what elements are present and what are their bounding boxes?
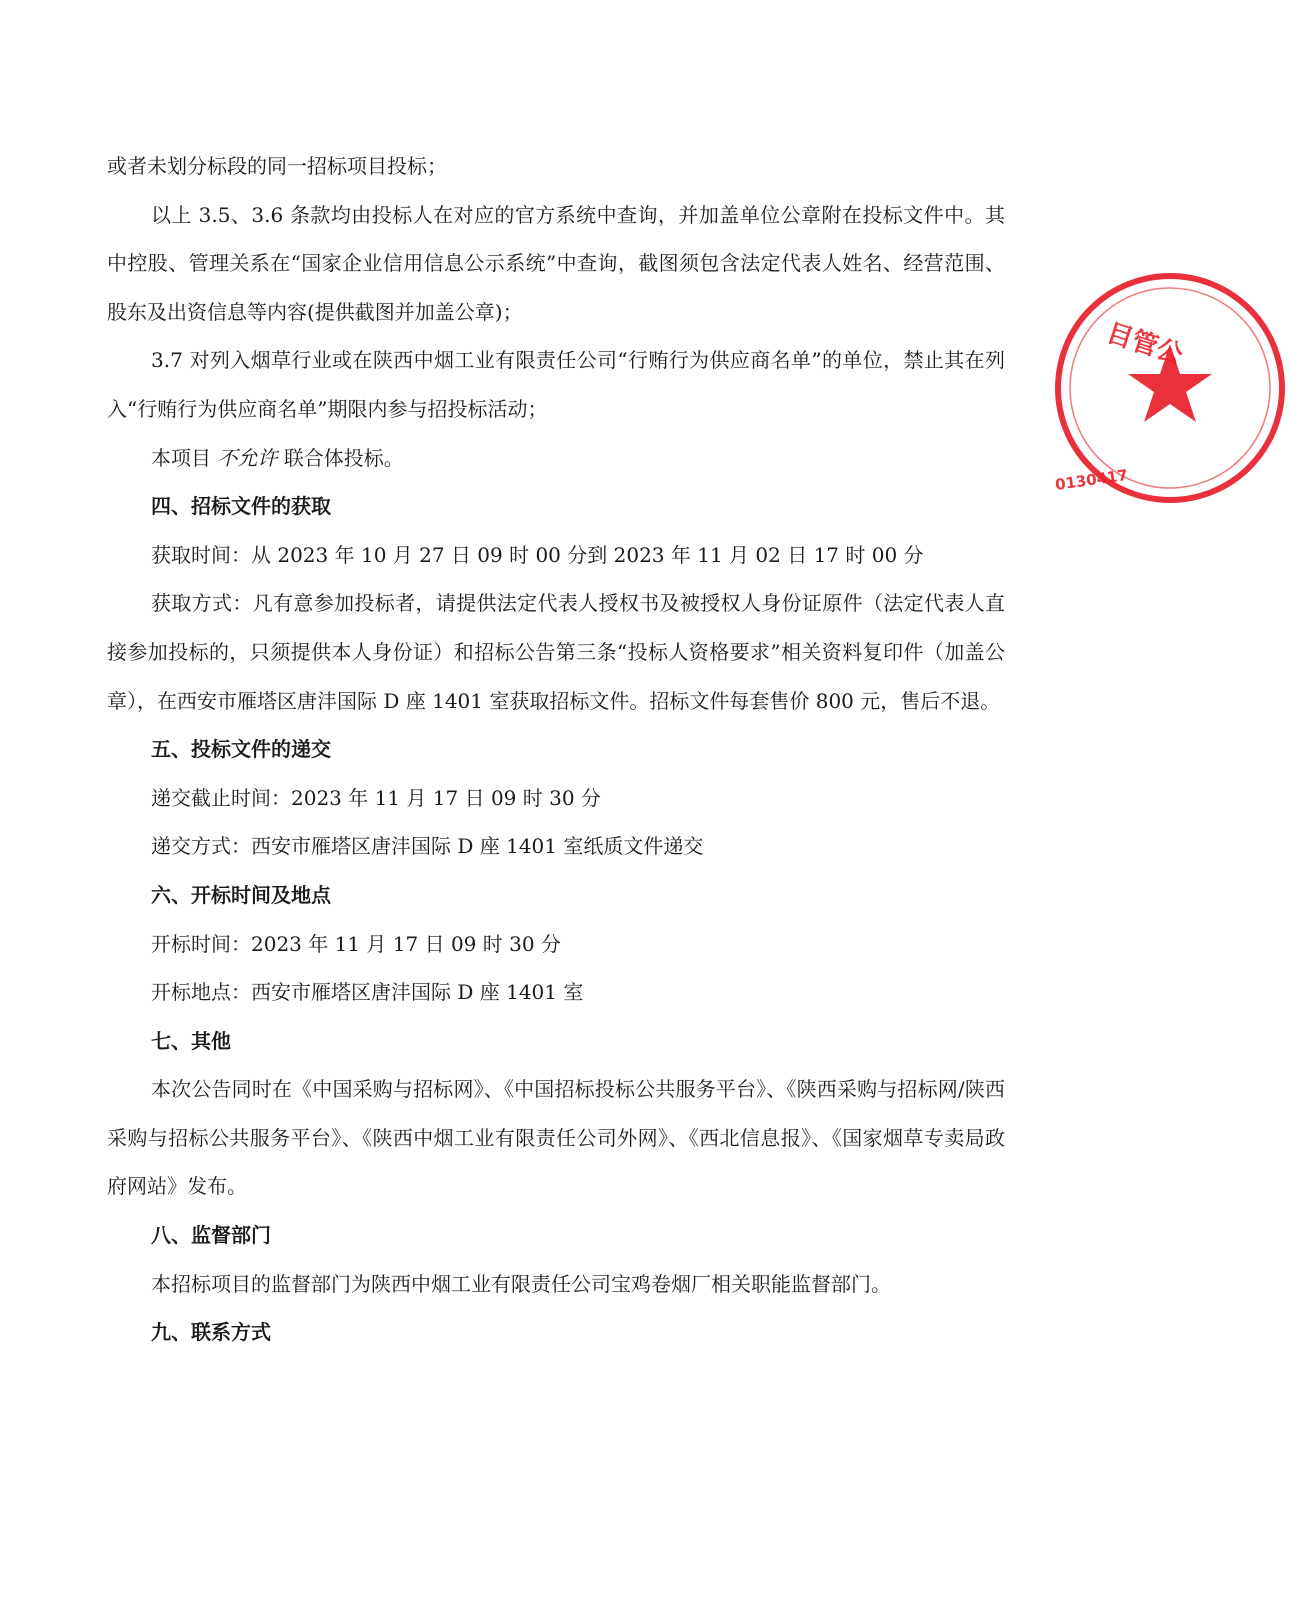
section-heading-opening: 六、开标时间及地点 <box>151 882 331 907</box>
paragraph-opening-location: 开标地点：西安市雁塔区唐沣国际 D 座 1401 室 <box>151 980 584 1005</box>
consortium-suffix: 联合体投标。 <box>277 445 404 470</box>
consortium-prefix: 本项目 <box>151 445 218 470</box>
paragraph-bribery-list: 3.7 对列入烟草行业或在陕西中烟工业有限责任公司“行贿行为供应商名单”的单位，禁止其在列入“行贿行为供应商名单”期限内参与招投标活动； <box>107 348 1005 421</box>
company-seal-stamp <box>1050 268 1187 508</box>
paragraph-submission-method: 递交方式：西安市雁塔区唐沣国际 D 座 1401 室纸质文件递交 <box>151 834 704 859</box>
section-heading-contact: 九、联系方式 <box>151 1320 271 1345</box>
paragraph-obtain-time: 获取时间：从 2023 年 10 月 27 日 09 时 00 分到 2023 年 11 月 02 日 17 时 00 分 <box>151 542 924 567</box>
paragraph-bid-section-end: 或者未划分标段的同一招标项目投标； <box>107 154 447 178</box>
paragraph-submission-deadline: 递交截止时间：2023 年 11 月 17 日 09 时 30 分 <box>151 785 601 810</box>
paragraph-supervision: 本招标项目的监督部门为陕西中烟工业有限责任公司宝鸡卷烟厂相关职能监督部门。 <box>151 1271 891 1296</box>
seal-graphic <box>1050 268 1290 508</box>
section-heading-supervision: 八、监督部门 <box>151 1223 271 1248</box>
section-heading-obtain-docs: 四、招标文件的获取 <box>151 494 331 519</box>
consortium-emphasis: 不允许 <box>217 445 278 470</box>
seal-number-text: 0130417 <box>1054 465 1129 494</box>
paragraph-obtain-method: 获取方式：凡有意参加投标者，请提供法定代表人授权书及被授权人身份证原件（法定代表人直接参加投标的，只须提供本人身份证）和招标公告第三条“投标人资格要求”相关资料复印件（加盖公章），在西安市雁塔区唐沣国际 D 座 1401 室获取招标文件。招标文件每套售价 800 元，售后不退。 <box>107 591 1005 713</box>
seal-top-text: 目管公 <box>1102 318 1187 371</box>
paragraph-consortium <box>107 434 1005 483</box>
paragraph-opening-time: 开标时间：2023 年 11 月 17 日 09 时 30 分 <box>151 931 561 956</box>
document-body <box>107 142 1005 1357</box>
paragraph-query-note: 以上 3.5、3.6 条款均由投标人在对应的官方系统中查询，并加盖单位公章附在投标文件中。其中控股、管理关系在“国家企业信用信息公示系统”中查询，截图须包含法定代表人姓名、经营范围、股东及出资信息等内容(提供截图并加盖公章)； <box>107 202 1005 324</box>
section-heading-other: 七、其他 <box>151 1028 231 1053</box>
paragraph-publication: 本次公告同时在《中国采购与招标网》、《中国招标投标公共服务平台》、《陕西采购与招标网/陕西采购与招标公共服务平台》、《陕西中烟工业有限责任公司外网》、《西北信息报》、《国家烟草专卖局政府网站》发布。 <box>107 1077 1005 1199</box>
section-heading-submission: 五、投标文件的递交 <box>151 737 331 762</box>
